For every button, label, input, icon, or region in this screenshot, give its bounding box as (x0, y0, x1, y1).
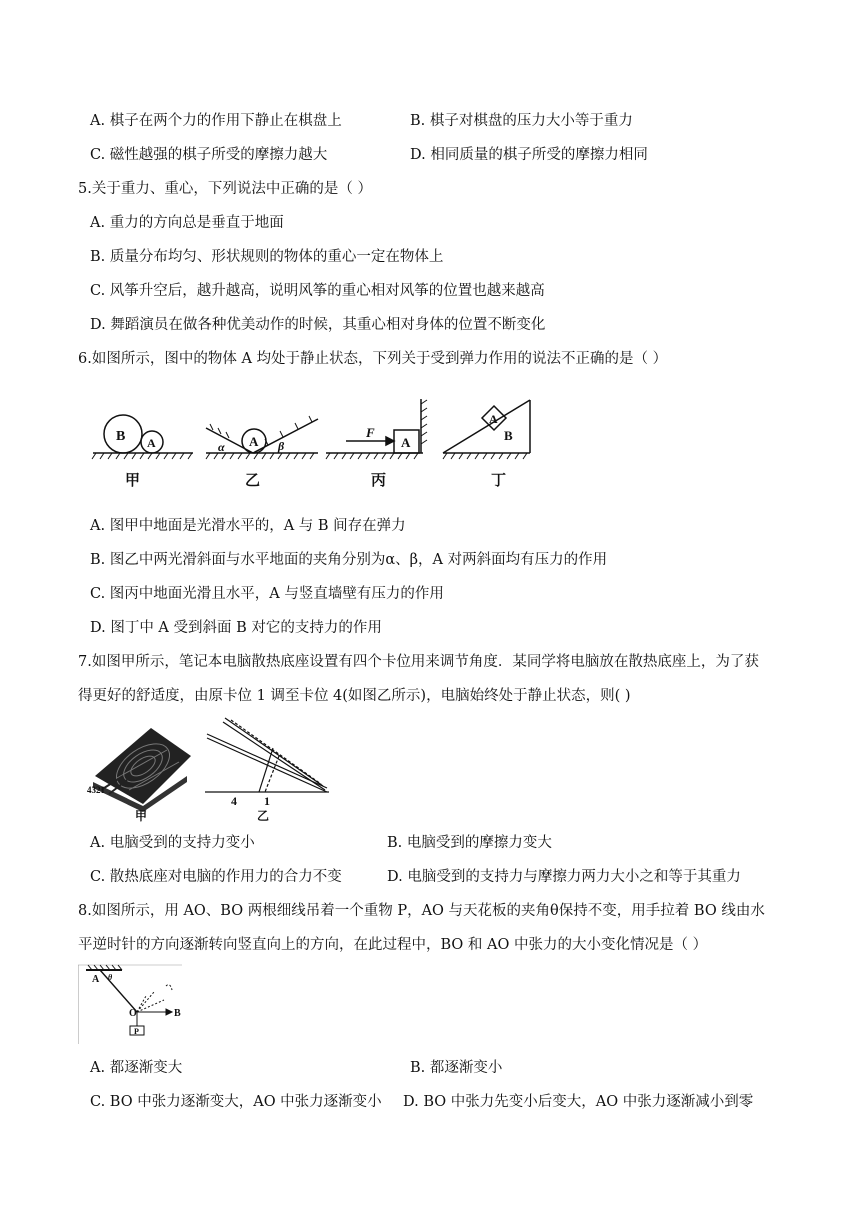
q6-fig-alpha: α (218, 440, 225, 454)
q7-laptop-photo (93, 728, 191, 812)
q8-figure (78, 964, 182, 1046)
q7-option-b: B. 电脑受到的摩擦力变大 (387, 835, 552, 851)
q7-position-4: 4 (231, 794, 237, 808)
q7-label-jia: 甲 (135, 809, 148, 823)
q8-label-p: P (134, 1027, 139, 1036)
q7-option-a: A. 电脑受到的支持力变小 (90, 835, 255, 851)
q4-option-d: D. 相同质量的棋子所受的摩擦力相同 (410, 147, 648, 163)
q6-stem: 6.如图所示，图中的物体 A 均处于静止状态，下列关于受到弹力作用的说法不正确的是（ ） (78, 351, 668, 367)
q7-stem-line1: 7.如图甲所示，笔记本电脑散热底座设置有四个卡位用来调节角度．某同学将电脑放在散热底座上，为了获 (78, 654, 759, 670)
q6-label-bing: 丙 (371, 473, 387, 489)
q5-option-c: C. 风筝升空后，越升越高，说明风筝的重心相对风筝的位置也越来越高 (90, 283, 545, 299)
q6-option-a: A. 图甲中地面是光滑水平的，A 与 B 间存在弹力 (90, 518, 406, 534)
q6-option-d: D. 图丁中 A 受到斜面 B 对它的支持力的作用 (90, 620, 382, 636)
q6-fig-bing-a: A (401, 435, 411, 450)
q7-stem-line2: 得更好的舒适度，由原卡位 1 调至卡位 4(如图乙所示)，电脑始终处于静止状态，则( ) (78, 688, 631, 704)
q4-option-a: A. 棋子在两个力的作用下静止在棋盘上 (90, 113, 342, 129)
q7-option-c: C. 散热底座对电脑的作用力的合力不变 (90, 869, 342, 885)
q7-position-1: 1 (264, 794, 270, 808)
q8-option-a: A. 都逐渐变大 (90, 1060, 183, 1076)
q6-label-jia: 甲 (125, 473, 141, 489)
q6-fig-ding-b: B (504, 428, 513, 443)
q8-label-b: B (174, 1008, 181, 1019)
q6-option-c: C. 图丙中地面光滑且水平，A 与竖直墙壁有压力的作用 (90, 586, 444, 602)
q6-fig-jia-b: B (116, 429, 126, 444)
q6-label-ding: 丁 (491, 473, 507, 489)
q7-figure (83, 716, 333, 824)
q8-label-theta: θ (108, 973, 113, 982)
q6-fig-ding-a: A (489, 412, 498, 426)
q7-label-yi: 乙 (257, 809, 270, 823)
q6-fig-yi-a: A (249, 434, 259, 449)
q8-option-d: D. BO 中张力先变小后变大，AO 中张力逐渐减小到零 (403, 1094, 754, 1110)
q8-option-c: C. BO 中张力逐渐变大，AO 中张力逐渐变小 (90, 1094, 382, 1110)
q5-option-a: A. 重力的方向总是垂直于地面 (90, 215, 284, 231)
q5-option-d: D. 舞蹈演员在做各种优美动作的时候，其重心相对身体的位置不断变化 (90, 317, 546, 333)
q6-figure (88, 392, 538, 492)
q8-label-o: O (129, 1008, 137, 1019)
q6-fig-beta: β (278, 439, 285, 453)
q6-option-b: B. 图乙中两光滑斜面与水平地面的夹角分别为α、β，A 对两斜面均有压力的作用 (90, 552, 608, 568)
q7-slot-labels: 4321 (87, 785, 105, 795)
q7-option-d: D. 电脑受到的支持力与摩擦力两力大小之和等于其重力 (387, 869, 741, 885)
q8-label-a: A (92, 974, 100, 985)
q5-option-b: B. 质量分布均匀、形状规则的物体的重心一定在物体上 (90, 249, 444, 265)
q5-stem: 5.关于重力、重心，下列说法中正确的是（ ） (78, 181, 372, 197)
q8-stem-line1: 8.如图所示，用 AO、BO 两根细线吊着一个重物 P，AO 与天花板的夹角θ保持不变，用手拉着 BO 线由水 (78, 903, 765, 919)
q8-stem-line2: 平逆时针的方向逐渐转向竖直向上的方向，在此过程中，BO 和 AO 中张力的大小变化情况是（ ） (78, 937, 708, 953)
q6-fig-force-f: F (366, 425, 375, 440)
q6-fig-jia-a: A (147, 436, 156, 450)
q8-option-b: B. 都逐渐变小 (410, 1060, 503, 1076)
q6-label-yi: 乙 (245, 473, 261, 489)
q4-option-c: C. 磁性越强的棋子所受的摩擦力越大 (90, 147, 328, 163)
q4-option-b: B. 棋子对棋盘的压力大小等于重力 (410, 113, 633, 129)
